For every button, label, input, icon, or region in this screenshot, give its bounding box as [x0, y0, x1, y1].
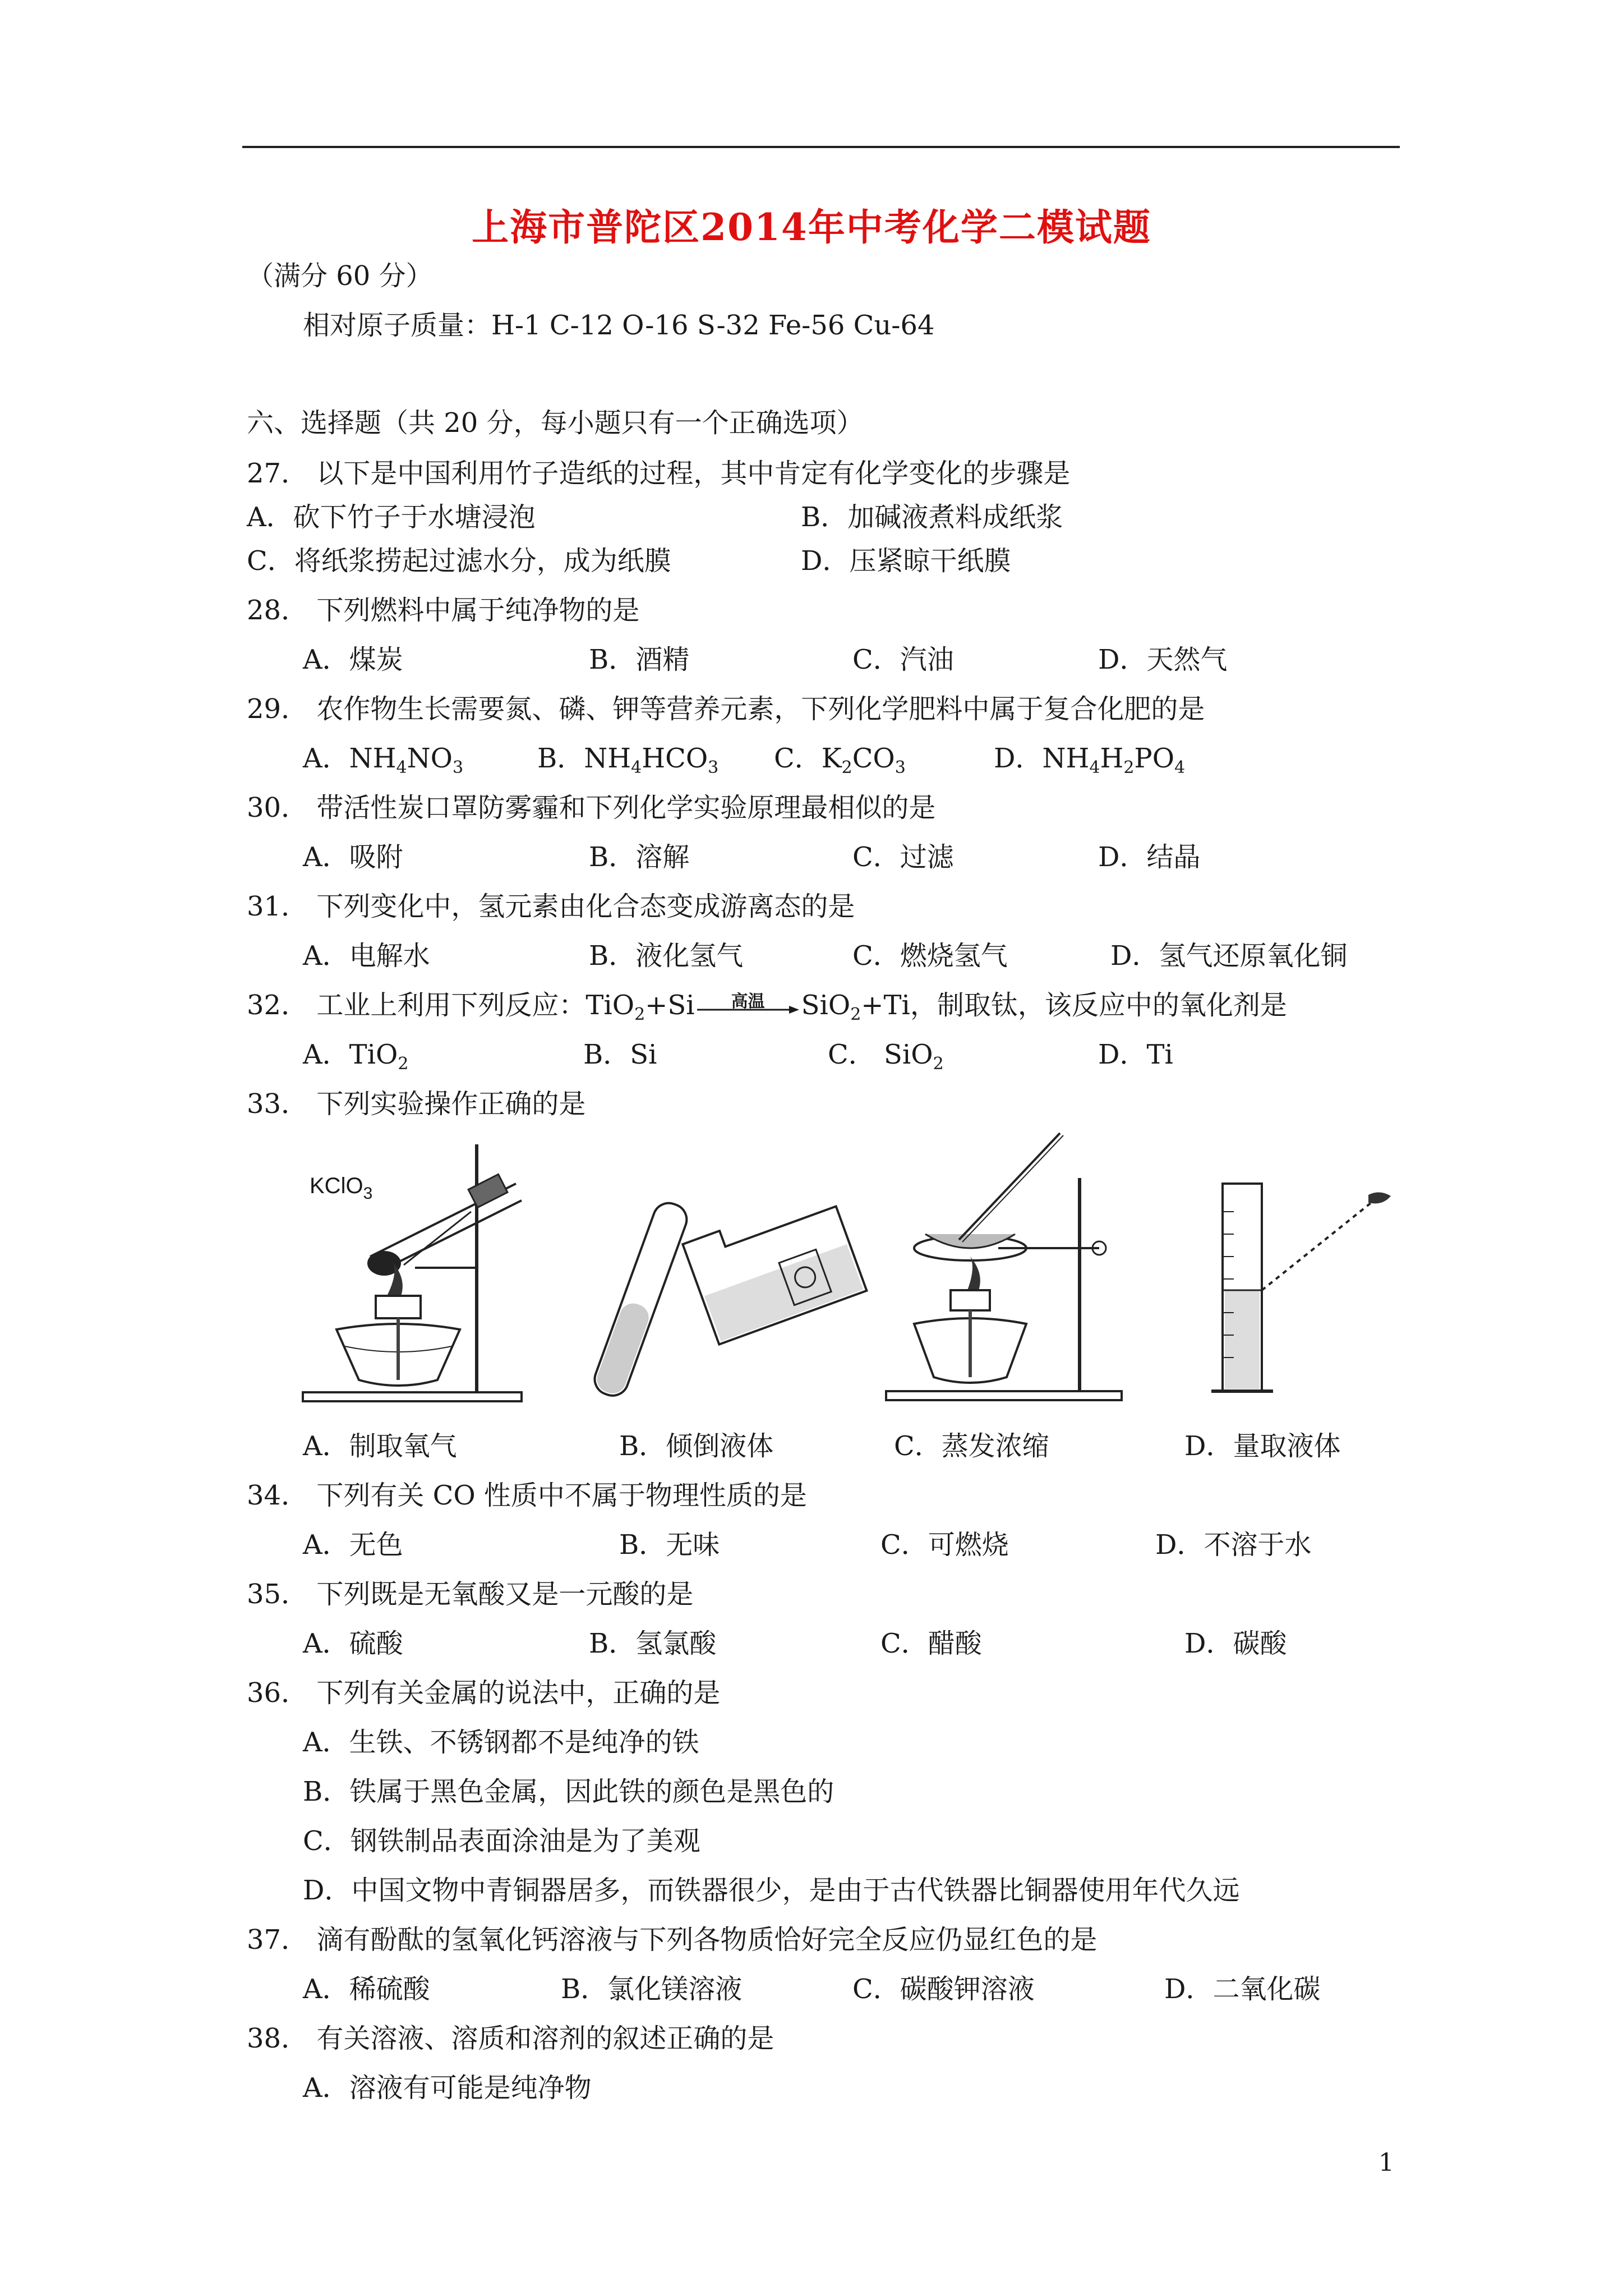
q31-option-b: B．液化氢气 — [589, 940, 744, 972]
reaction-condition: 高温 — [731, 992, 765, 1011]
arrow-icon — [695, 1004, 801, 1015]
reaction-arrow — [695, 988, 801, 1022]
q28-option-b: B．酒精 — [589, 644, 690, 675]
q28-option-d: D．天然气 — [1098, 644, 1228, 675]
q36-option-c: C．钢铁制品表面涂油是为了美观 — [303, 1825, 700, 1857]
q37-option-d: D．二氧化碳 — [1164, 1973, 1321, 2005]
q34-option-a: A．无色 — [303, 1529, 403, 1561]
q30-stem: 30． 带活性炭口罩防雾霾和下列化学实验原理最相似的是 — [247, 792, 936, 823]
q33-stem: 33． 下列实验操作正确的是 — [247, 1088, 586, 1120]
q29-option-d: D．$NH_4H_2PO_4$ — [994, 743, 1186, 777]
q33-option-c: C．蒸发浓缩 — [894, 1430, 1049, 1462]
q38-option-a: A．溶液有可能是纯净物 — [303, 2072, 592, 2104]
q33-option-b: B．倾倒液体 — [619, 1430, 774, 1462]
figure-d-measuring-cylinder — [1189, 1178, 1413, 1402]
q29-option-a: A．$NH_4NO_3$ — [303, 743, 464, 777]
q28-option-c: C．汽油 — [852, 644, 954, 675]
q30-option-b: B．溶解 — [589, 841, 690, 873]
q28-stem: 28． 下列燃料中属于纯净物的是 — [247, 595, 640, 626]
q37-option-c: C．碳酸钾溶液 — [852, 1973, 1035, 2005]
full-score: （满分 60 分） — [247, 260, 433, 292]
q35-option-d: D．碳酸 — [1184, 1628, 1287, 1659]
q27-stem: 27． 以下是中国利用竹子造纸的过程，其中肯定有化学变化的步骤是 — [247, 458, 1071, 489]
q35-stem: 35． 下列既是无氧酸又是一元酸的是 — [247, 1579, 694, 1610]
q34-option-c: C．可燃烧 — [880, 1529, 1009, 1561]
q27-option-d: D．压紧晾干纸膜 — [801, 545, 1011, 577]
page-title: 上海市普陀区2014年中考化学二模试题 — [472, 205, 1151, 249]
figure-c-evaporation — [875, 1122, 1127, 1408]
q32-option-a: A．TiO$_2$ — [303, 1039, 409, 1074]
q30-option-a: A．吸附 — [303, 841, 403, 873]
q34-option-b: B．无味 — [619, 1529, 720, 1561]
q31-stem: 31． 下列变化中，氢元素由化合态变成游离态的是 — [247, 891, 855, 922]
q29-option-c: C．$K_2CO_3$ — [774, 743, 906, 777]
q37-stem: 37． 滴有酚酞的氢氧化钙溶液与下列各物质恰好完全反应仍显红色的是 — [247, 1924, 1098, 1955]
q33-option-d: D．量取液体 — [1184, 1430, 1341, 1462]
q34-option-d: D．不溶于水 — [1155, 1529, 1312, 1561]
q31-option-d: D．氢气还原氧化铜 — [1110, 940, 1348, 972]
q29-stem: 29． 农作物生长需要氮、磷、钾等营养元素，下列化学肥料中属于复合化肥的是 — [247, 693, 1205, 725]
q35-option-b: B．氢氯酸 — [589, 1628, 717, 1659]
q36-option-b: B．铁属于黑色金属，因此铁的颜色是黑色的 — [303, 1776, 834, 1807]
q34-stem: 34． 下列有关 CO 性质中不属于物理性质的是 — [247, 1480, 807, 1511]
q27-option-b: B．加碱液煮料成纸浆 — [801, 501, 1063, 533]
kclo3-label: KClO$_3$ — [310, 1174, 373, 1203]
q27-option-c: C．将纸浆捞起过滤水分，成为纸膜 — [247, 545, 671, 577]
q37-option-a: A．稀硫酸 — [303, 1973, 430, 2005]
section-heading: 六、选择题（共 20 分，每小题只有一个正确选项） — [247, 407, 864, 439]
q37-option-b: B．氯化镁溶液 — [561, 1973, 743, 2005]
q28-option-a: A．煤炭 — [303, 644, 403, 675]
q31-option-a: A．电解水 — [303, 940, 430, 972]
q35-option-c: C．醋酸 — [880, 1628, 982, 1659]
q36-option-d: D．中国文物中青铜器居多，而铁器很少，是由于古代铁器比铜器使用年代久远 — [303, 1875, 1240, 1906]
page-number: 1 — [1378, 2148, 1394, 2177]
header-rule — [242, 146, 1400, 148]
q30-option-d: D．结晶 — [1098, 841, 1201, 873]
q33-option-a: A．制取氧气 — [303, 1430, 457, 1462]
q30-option-c: C．过滤 — [852, 841, 954, 873]
q32-option-c: C． SiO$_2$ — [828, 1039, 944, 1074]
q36-stem: 36． 下列有关金属的说法中，正确的是 — [247, 1677, 721, 1709]
q38-stem: 38． 有关溶液、溶质和溶剂的叙述正确的是 — [247, 2023, 774, 2054]
figure-b-pouring-liquid — [578, 1184, 875, 1425]
q36-option-a: A．生铁、不锈钢都不是纯净的铁 — [303, 1727, 699, 1758]
q32-option-d: D．Ti — [1098, 1039, 1173, 1070]
q32-stem: 32． 工业上利用下列反应：TiO$_2$+Si 高温 SiO$_2$+Ti，制取钛，该反应中的氧化剂是 — [247, 988, 1287, 1032]
atomic-mass: 相对原子质量：H-1 C-12 O-16 S-32 Fe-56 Cu-64 — [303, 310, 935, 341]
q27-option-a: A．砍下竹子于水塘浸泡 — [247, 501, 536, 533]
q35-option-a: A．硫酸 — [303, 1628, 403, 1659]
q29-option-b: B．$NH_4HCO_3$ — [537, 743, 719, 777]
q31-option-c: C．燃烧氢气 — [852, 940, 1008, 972]
q32-option-b: B．Si — [583, 1039, 657, 1070]
